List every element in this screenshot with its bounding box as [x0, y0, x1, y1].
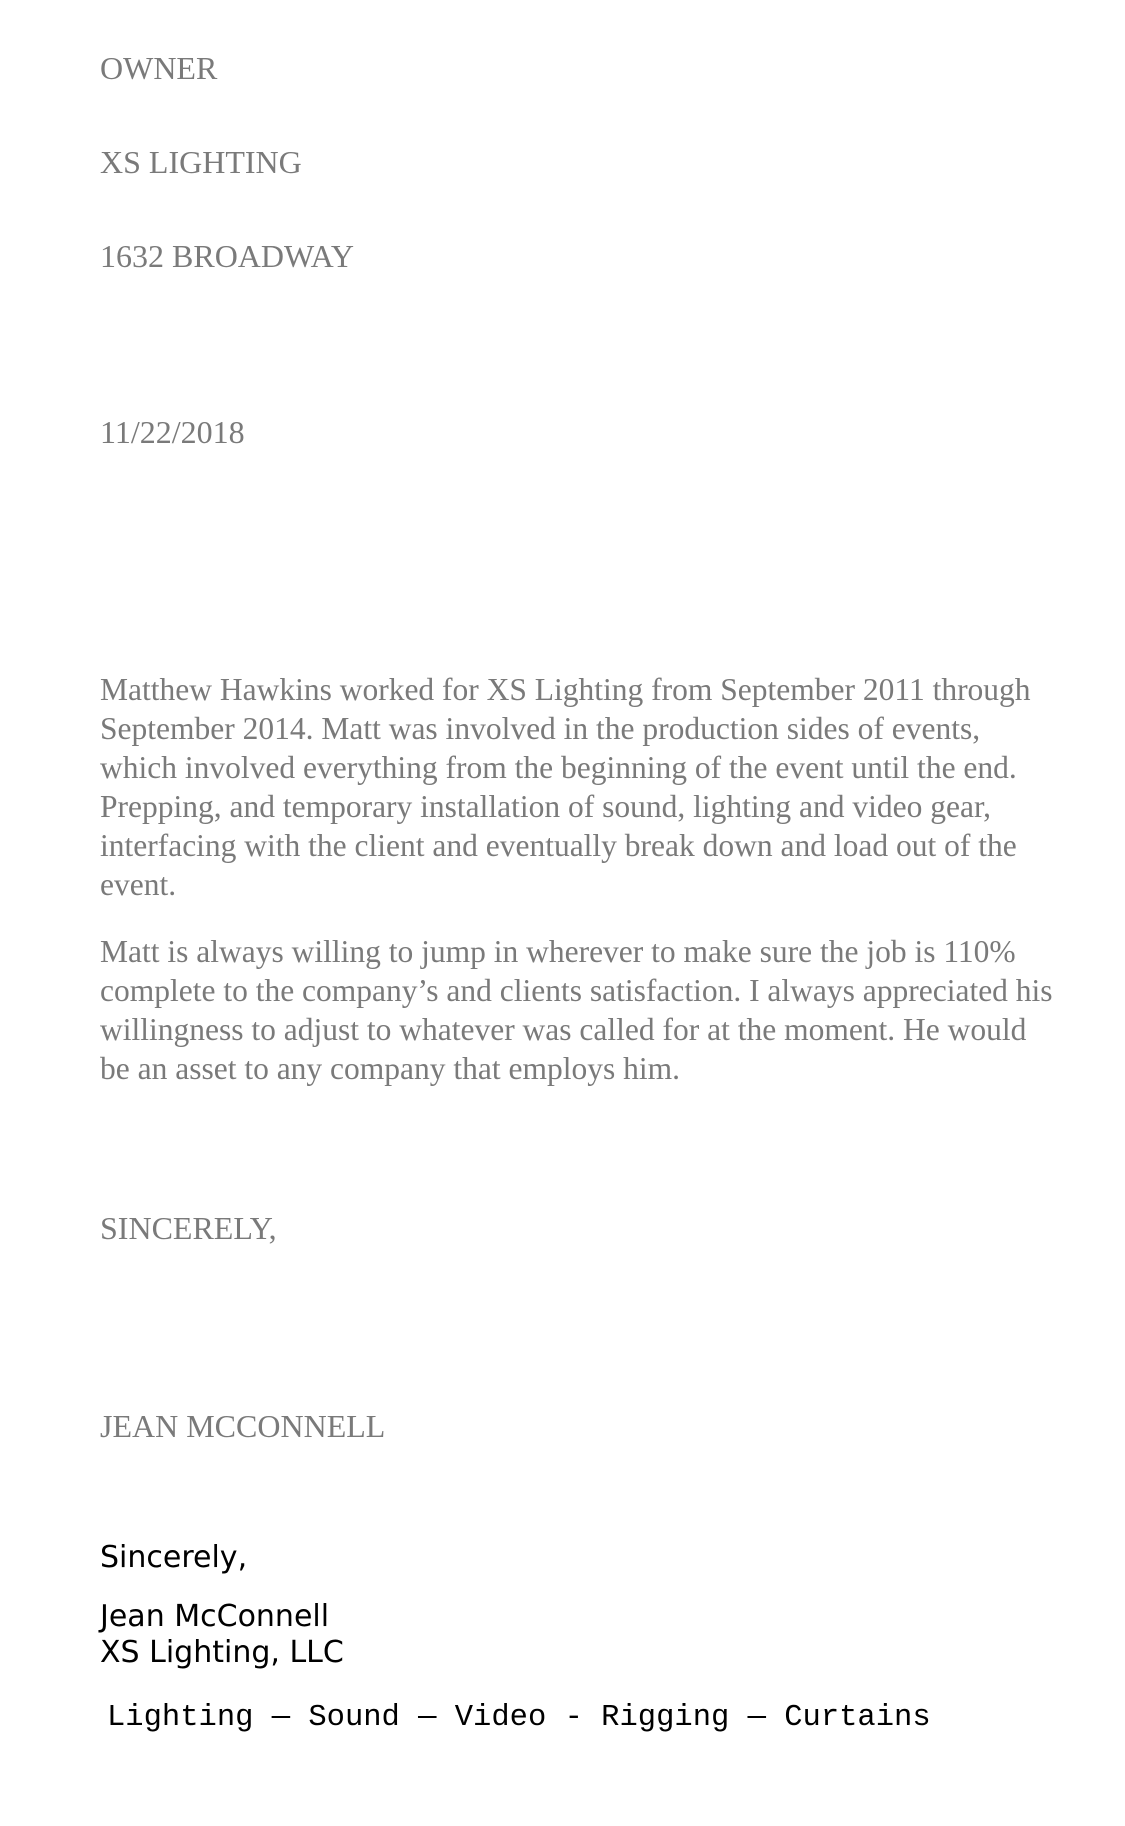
body-paragraph-1: Matthew Hawkins worked for XS Lighting from September 2011 through September 2014. Matt was involved in the production sides of events, which involved everything from the beginning of the event until the end. Prepping, and temporary installation of sound, lighting and video gear, interfacing with the client and eventually break down and load out of the event.: [100, 672, 1031, 902]
letter-date: 11/22/2018: [100, 414, 245, 450]
company-name: XS LIGHTING: [100, 144, 302, 180]
owner-title: OWNER: [100, 50, 218, 86]
signer-name: Jean McConnell: [100, 1599, 330, 1634]
services-footer: Lighting — Sound — Video - Rigging — Curtains: [107, 1701, 931, 1735]
closing-salutation: Sincerely,: [100, 1540, 248, 1575]
company-address: 1632 BROADWAY: [100, 238, 354, 274]
closing-salutation-caps: SINCERELY,: [100, 1210, 277, 1246]
signature-block: [100, 1599, 344, 1671]
body-paragraph-2: Matt is always willing to jump in wherever to make sure the job is 110% complete to the company’s and clients satisfaction. I always appreciated his willingness to adjust to whatever was called for at the moment. He would be an asset to any company that employs him.: [100, 934, 1053, 1086]
signer-name-caps: JEAN MCCONNELL: [100, 1408, 386, 1444]
signer-company: XS Lighting, LLC: [100, 1635, 344, 1670]
